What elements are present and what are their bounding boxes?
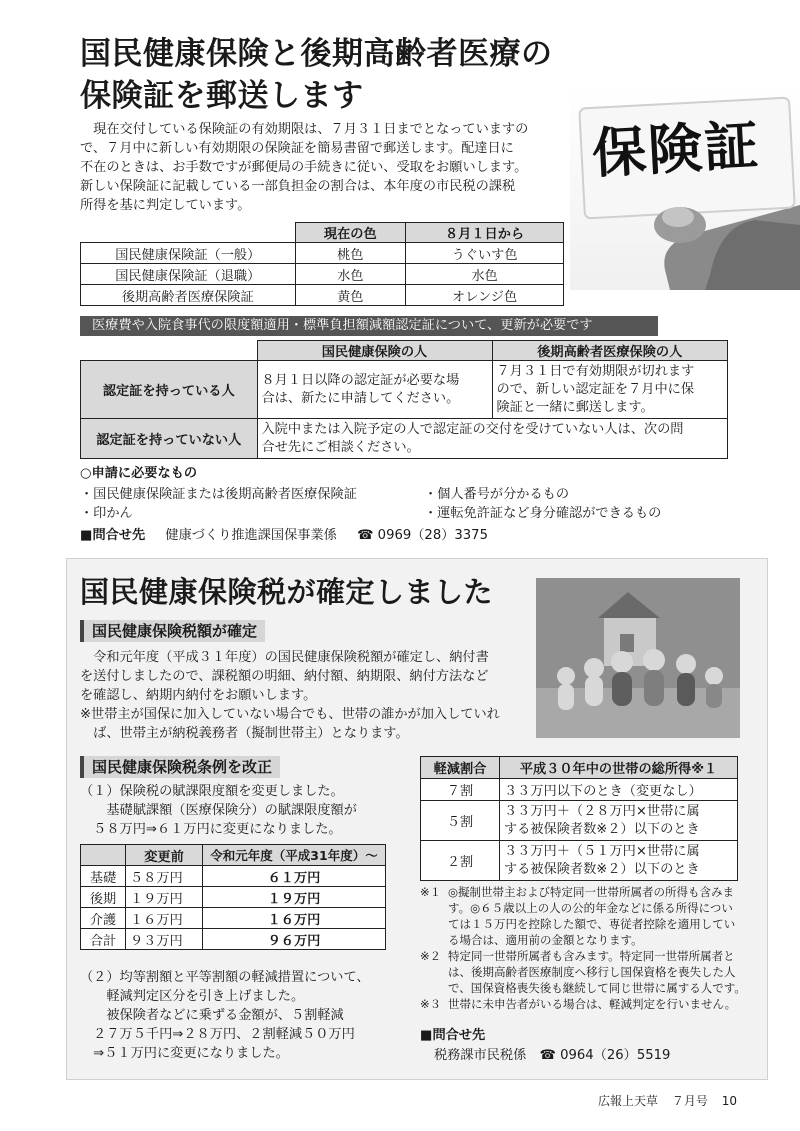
reduction-paragraph: （２）均等割額と平等割額の軽減措置について、 軽減判定区分を引き上げました。 被保険者などに乗ずる金額が、５割軽減 ２７万５千円⇒２８万円、２割軽減５０万円 ⇒５１万円に変更になりました。 <box>80 970 370 1061</box>
table-row: 国民健康保険証（退職） 水色 水色 <box>81 264 564 285</box>
table-row: 後期 １９万円 １９万円 <box>81 887 386 908</box>
section1-title-line1: 国民健康保険と後期高齢者医療の <box>80 36 553 72</box>
tax-paragraph: 令和元年度（平成３１年度）の国民健康保険税額が確定し、納付書 を送付しましたので、課税額の明細、納付額、納期限、納付方法など を確認し、納期内納付をお願いします。 ※世帯主が国保に加入していない場合でも、世帯の誰かが加入していれ ば、世帯主が納税義務者（擬制世帯主）となります。 <box>80 650 500 741</box>
cert-header: 後期高齢者医療保険の人 <box>492 341 728 361</box>
contact-dept: 健康づくり推進課国保事業係 <box>165 528 337 543</box>
contact-phone: ☎ 0969（28）3375 <box>357 528 488 543</box>
reduction-header: 平成３０年中の世帯の総所得※１ <box>500 757 738 779</box>
note-item: ※３ 世帯に未申告者がいる場合は、軽減判定を行いません。 <box>420 997 737 1011</box>
footer-page-number: 10 <box>721 1094 737 1108</box>
needs-item: ・個人番号が分かるもの <box>424 487 570 502</box>
color-table-corner <box>81 223 296 243</box>
contact-2-line: 税務課市民税係 ☎ 0964（26）5519 <box>434 1048 671 1063</box>
reduction-header: 軽減割合 <box>421 757 500 779</box>
subhead-tax-confirmed: 国民健康保険税額が確定 <box>80 620 265 642</box>
table-row: 国民健康保険証（一般） 桃色 うぐいす色 <box>81 243 564 264</box>
limit-header: 令和元年度（平成31年度）～ <box>203 845 386 866</box>
limit-table <box>80 844 386 950</box>
contact-2-label: ■問合せ先 <box>420 1028 486 1043</box>
certificate-table <box>80 340 728 459</box>
table-row: ５割 ３３万円＋（２８万円×世帯に属 する被保険者数※２）以下のとき <box>421 801 738 841</box>
needs-item: ・印かん <box>80 506 133 521</box>
house-family-photo <box>536 578 740 738</box>
footer-month: ７月号 <box>671 1094 708 1108</box>
cert-header: 国民健康保険の人 <box>257 341 492 361</box>
limit-header: 変更前 <box>126 845 203 866</box>
needs-title: ○申請に必要なもの <box>80 466 198 481</box>
table-row: 合計 ９３万円 ９６万円 <box>81 929 386 950</box>
house-figures-illustration <box>536 578 740 738</box>
needs-item: ・国民健康保険証または後期高齢者医療保険証 <box>80 487 357 502</box>
card-text: 保険証 <box>590 112 762 186</box>
table-row: 認定証を持っている人 ８月１日以降の認定証が必要な場 合は、新たに申請してください。 ７月３１日で有効期限が切れます ので、新しい認定証を７月中に保 険証と一緒に郵送します。 <box>81 361 728 419</box>
footer <box>598 1092 737 1109</box>
section1-intro: 現在交付している保険証の有効期限は、７月３１日までとなっていますの で、７月中に新しい有効期限の保険証を簡易書留で郵送します。配達日に 不在のときは、お手数ですが郵便局の手続きに従い、受取をお願いします。 新しい保険証に記載している一部負担金の割合は、本年度の市民税の課税 所得を基に判定しています。 <box>80 122 529 213</box>
contact-1 <box>80 526 488 545</box>
insurance-card-photo <box>570 85 800 290</box>
color-table-header: 現在の色 <box>295 223 406 243</box>
needs-item: ・運転免許証など身分確認ができるもの <box>424 506 662 521</box>
subhead-ordinance: 国民健康保険税条例を改正 <box>80 756 280 778</box>
section2-title: 国民健康保険税が確定しました <box>80 575 494 609</box>
cert-row-label: 認定証を持っている人 <box>81 361 258 419</box>
note-item: ※２ 特定同一世帯所属者も含みます。特定同一世帯所属者と は、後期高齢者医療制度へ移行し国保資格を喪失した人 で、国保資格喪失後も継続して同じ世帯に属する人です。 <box>420 949 746 995</box>
table-row: 後期高齢者医療保険証 黄色 オレンジ色 <box>81 285 564 306</box>
table-row: 介護 １６万円 １６万円 <box>81 908 386 929</box>
section1-title-line2: 保険証を郵送します <box>80 78 364 114</box>
table-row: 基礎 ５８万円 ６１万円 <box>81 866 386 887</box>
notes <box>420 884 750 1012</box>
cert-row-label: 認定証を持っていない人 <box>81 419 258 459</box>
table-row: ２割 ３３万円＋（５１万円×世帯に属 する被保険者数※２）以下のとき <box>421 841 738 881</box>
note-item: ※１ ◎擬制世帯主および特定同一世帯所属者の所得も含みま す。◎６５歳以上の人の公的年金などに係る所得につい ては１５万円を控除した額で、専従者控除を適用してい る場合は、適用前の金額となります。 <box>420 885 736 947</box>
table-row: ７割 ３３万円以下のとき（変更なし） <box>421 779 738 801</box>
footer-publication: 広報上天草 <box>598 1094 659 1108</box>
certificate-banner: 医療費や入院食事代の限度額適用・標準負担額減額認定証について、更新が必要です <box>80 316 658 336</box>
card-color-table <box>80 222 564 306</box>
contact-label: ■問合せ先 <box>80 528 146 543</box>
reduction-table <box>420 756 738 881</box>
ordinance-paragraph: （１）保険税の賦課限度額を変更しました。 基礎賦課額（医療保険分）の賦課限度額が ５８万円⇒６１万円に変更になりました。 <box>80 784 357 837</box>
table-row: 認定証を持っていない人 入院中または入院予定の人で認定証の交付を受けていない人は、次の問 合せ先にご相談ください。 <box>81 419 728 459</box>
color-table-header: ８月１日から <box>406 223 564 243</box>
